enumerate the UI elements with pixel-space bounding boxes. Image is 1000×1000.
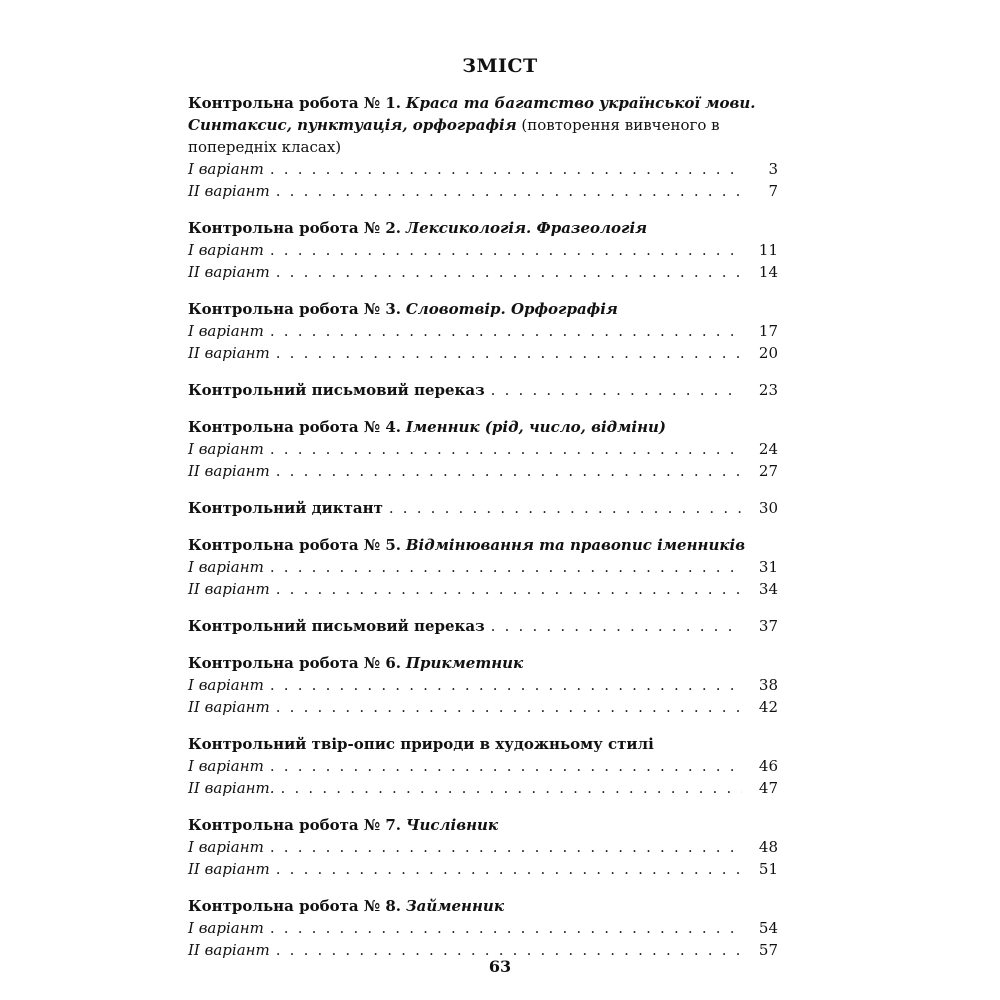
toc-section <box>188 416 778 482</box>
entry-page-number: 31 <box>758 558 778 576</box>
toc-entry <box>188 438 778 460</box>
entry-label: ІІ варіант <box>188 462 270 480</box>
toc-entry <box>188 615 778 637</box>
entry-page-number: 34 <box>758 580 778 598</box>
page-number: 63 <box>488 957 512 976</box>
dot-leader <box>276 858 742 880</box>
toc-section <box>188 814 778 880</box>
toc-entry <box>188 158 778 180</box>
entry-page-number: 7 <box>768 182 778 200</box>
entry-page-number: 54 <box>758 919 778 937</box>
entry-page-number: 24 <box>758 440 778 458</box>
toc-section <box>188 534 778 600</box>
heading-topic: Відмінювання та правопис іменників <box>405 536 746 554</box>
toc-entry <box>188 497 778 519</box>
entry-label: ІІ варіант <box>188 263 270 281</box>
page-title: ЗМІСТ <box>462 55 538 77</box>
heading-lead: Контрольна робота № 1. <box>188 94 402 112</box>
dot-leader <box>270 556 742 578</box>
toc-section <box>188 298 778 364</box>
dot-leader <box>389 497 742 519</box>
section-heading <box>188 298 778 320</box>
toc-entry <box>188 239 778 261</box>
entry-page-number: 38 <box>758 676 778 694</box>
entry-page-number: 42 <box>758 698 778 716</box>
entry-label: І варіант <box>188 440 264 458</box>
entry-page-number: 46 <box>758 757 778 775</box>
toc-entry <box>188 379 778 401</box>
heading-lead: Контрольна робота № 7. <box>188 816 402 834</box>
dot-leader <box>270 836 742 858</box>
section-heading <box>188 733 778 755</box>
entry-label: ІІ варіант <box>188 941 270 959</box>
entry-label: ІІ варіант. <box>188 779 275 797</box>
entry-label: Контрольний письмовий переказ <box>188 381 485 399</box>
entry-label: ІІ варіант <box>188 344 270 362</box>
entry-page-number: 48 <box>758 838 778 856</box>
heading-topic: Краса та багатство української мови. Синтаксис, пунктуація, орфографія <box>188 94 756 134</box>
entry-label: ІІ варіант <box>188 698 270 716</box>
toc-entry <box>188 320 778 342</box>
dot-leader <box>276 460 742 482</box>
entry-label: І варіант <box>188 757 264 775</box>
heading-topic: Словотвір. Орфографія <box>405 300 618 318</box>
table-of-contents <box>188 92 778 976</box>
entry-page-number: 57 <box>758 941 778 959</box>
toc-section <box>188 92 778 202</box>
toc-section <box>188 497 778 519</box>
section-heading <box>188 895 778 917</box>
entry-page-number: 20 <box>758 344 778 362</box>
toc-section <box>188 733 778 799</box>
section-heading <box>188 92 778 158</box>
entry-label: Контрольний письмовий переказ <box>188 617 485 635</box>
dot-leader <box>276 180 742 202</box>
toc-entry <box>188 342 778 364</box>
toc-entry <box>188 578 778 600</box>
dot-leader <box>270 320 742 342</box>
entry-label: І варіант <box>188 676 264 694</box>
toc-entry <box>188 261 778 283</box>
heading-note: (повторення вивченого в попередніх класах) <box>188 116 720 156</box>
dot-leader <box>270 438 742 460</box>
section-heading <box>188 217 778 239</box>
entry-page-number: 27 <box>758 462 778 480</box>
entry-label: І варіант <box>188 160 264 178</box>
dot-leader <box>276 696 742 718</box>
entry-label: ІІ варіант <box>188 580 270 598</box>
heading-lead: Контрольна робота № 3. <box>188 300 402 318</box>
heading-lead: Контрольний твір-опис природи в художньому стилі <box>188 735 654 753</box>
toc-entry <box>188 556 778 578</box>
toc-entry <box>188 836 778 858</box>
entry-page-number: 37 <box>758 617 778 635</box>
heading-lead: Контрольна робота № 6. <box>188 654 402 672</box>
toc-entry <box>188 777 778 799</box>
heading-lead: Контрольна робота № 2. <box>188 219 402 237</box>
toc-entry <box>188 755 778 777</box>
toc-entry <box>188 917 778 939</box>
entry-label: І варіант <box>188 322 264 340</box>
entry-label: І варіант <box>188 558 264 576</box>
dot-leader <box>270 158 742 180</box>
entry-page-number: 11 <box>758 241 778 259</box>
heading-topic: Займенник <box>405 897 504 915</box>
dot-leader <box>270 755 742 777</box>
dot-leader <box>276 578 742 600</box>
section-heading <box>188 814 778 836</box>
entry-label: ІІ варіант <box>188 860 270 878</box>
dot-leader <box>270 917 742 939</box>
toc-entry <box>188 180 778 202</box>
heading-lead: Контрольна робота № 5. <box>188 536 402 554</box>
dot-leader <box>281 777 742 799</box>
dot-leader <box>276 261 742 283</box>
entry-page-number: 30 <box>758 499 778 517</box>
toc-entry <box>188 858 778 880</box>
heading-topic: Прикметник <box>405 654 524 672</box>
dot-leader <box>270 674 742 696</box>
heading-lead: Контрольна робота № 4. <box>188 418 402 436</box>
toc-section <box>188 379 778 401</box>
toc-section <box>188 652 778 718</box>
dot-leader <box>270 239 742 261</box>
dot-leader <box>491 615 742 637</box>
heading-topic: Числівник <box>405 816 499 834</box>
entry-label: І варіант <box>188 241 264 259</box>
dot-leader <box>491 379 742 401</box>
toc-entry <box>188 696 778 718</box>
toc-entry <box>188 460 778 482</box>
entry-label: ІІ варіант <box>188 182 270 200</box>
section-heading <box>188 416 778 438</box>
heading-topic: Іменник (рід, число, відміни) <box>405 418 667 436</box>
heading-topic: Лексикологія. Фразеологія <box>405 219 648 237</box>
heading-lead: Контрольна робота № 8. <box>188 897 402 915</box>
toc-entry <box>188 674 778 696</box>
toc-section <box>188 895 778 961</box>
entry-page-number: 23 <box>758 381 778 399</box>
entry-page-number: 47 <box>758 779 778 797</box>
toc-section <box>188 615 778 637</box>
toc-section <box>188 217 778 283</box>
section-heading <box>188 652 778 674</box>
entry-page-number: 51 <box>758 860 778 878</box>
entry-label: І варіант <box>188 919 264 937</box>
entry-page-number: 14 <box>758 263 778 281</box>
entry-label: Контрольний диктант <box>188 499 383 517</box>
dot-leader <box>276 342 742 364</box>
entry-label: І варіант <box>188 838 264 856</box>
entry-page-number: 17 <box>758 322 778 340</box>
section-heading <box>188 534 778 556</box>
entry-page-number: 3 <box>768 160 778 178</box>
